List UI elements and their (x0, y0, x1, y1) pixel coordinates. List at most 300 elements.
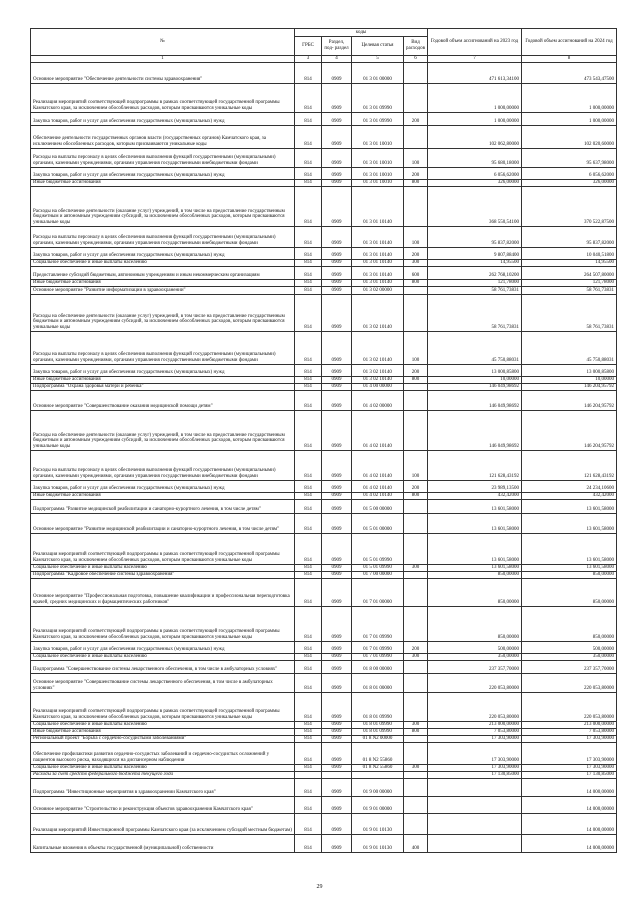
header-section: Раздел, под- раздел (322, 37, 352, 56)
section-cell: 0909 (322, 83, 352, 112)
exptype-cell (404, 742, 428, 764)
section-cell: 0909 (322, 499, 352, 513)
section-cell: 0909 (322, 796, 352, 813)
target-cell: 01 8 N2 55860 (352, 764, 404, 771)
amount-2024-cell: 13 601,58000 (522, 564, 617, 571)
amount-2023-cell: 9 807,88400 (428, 247, 522, 259)
table-row (31, 834, 617, 852)
exptype-cell (404, 771, 428, 778)
grbs-cell: 814 (295, 492, 322, 499)
section-cell: 0909 (322, 410, 352, 450)
table-row (31, 226, 617, 247)
amount-2024-cell: 13 601,58000 (522, 533, 617, 564)
amount-2023-cell: 326,00000 (428, 179, 522, 186)
amount-2023-cell (428, 796, 522, 813)
table-row (31, 247, 617, 259)
grbs-cell: 814 (295, 364, 322, 376)
amount-2024-cell: 17 303,90000 (522, 742, 617, 764)
grbs-cell: 814 (295, 641, 322, 653)
amount-2024-cell: 17 303,90000 (522, 735, 617, 742)
amount-2023-cell: 58 761,73831 (428, 294, 522, 331)
table-row (31, 778, 617, 796)
page-number: 29 (316, 884, 323, 890)
amount-2024-cell: 6 056,62000 (522, 167, 617, 179)
grbs-cell: 814 (295, 294, 322, 331)
amount-2024-cell: 1 000,00000 (522, 83, 617, 112)
amount-2024-cell: 14 000,00000 (522, 796, 617, 813)
section-cell: 0909 (322, 764, 352, 771)
table-row (31, 653, 617, 660)
target-cell: 01 3 01 10140 (352, 226, 404, 247)
grbs-cell: 814 (295, 728, 322, 735)
name: Основное мероприятие "Профессиональная подготовка, повышение квалификации и профессиональная переподготовка врачей, средних медицинских и фармацевтических работников" (31, 578, 295, 606)
section-cell: 0909 (322, 692, 352, 721)
name: Закупка товаров, работ и услуг для обеспечения государственных (муниципальных) нужд (31, 641, 295, 653)
section-cell: 0909 (322, 226, 352, 247)
section-cell: 0909 (322, 266, 352, 279)
header-grbs: ГРБС (295, 37, 322, 56)
target-cell: 01 8 01 00000 (352, 673, 404, 692)
amount-2024-cell: 14 000,00000 (522, 813, 617, 834)
grbs-cell: 814 (295, 266, 322, 279)
grbs-cell: 814 (295, 83, 322, 112)
target-cell (352, 771, 404, 778)
table-row (31, 742, 617, 764)
target-cell: 01 4 02 00000 (352, 390, 404, 410)
amount-2023-cell: 220 053,80000 (428, 692, 522, 721)
exptype-cell: 100 (404, 331, 428, 364)
table-row (31, 578, 617, 606)
table-row (31, 383, 617, 390)
grbs-cell: 814 (295, 735, 322, 742)
name: Расходы на выплаты персоналу в целях обеспечения выполнения функций государственными (муниципальными) органами, казенными учреждениями, органами управления государственными внебюджетными фондами (31, 331, 295, 364)
table-row (31, 259, 617, 266)
amount-2023-cell: 17 303,90000 (428, 764, 522, 771)
target-cell: 01 3 01 10140 (352, 186, 404, 226)
amount-2023-cell: 6 056,62000 (428, 167, 522, 179)
section-cell: 0909 (322, 728, 352, 735)
amount-2023-cell: 13 601,58000 (428, 564, 522, 571)
exptype-cell: 300 (404, 653, 428, 660)
amount-2024-cell: 473 543,47500 (522, 62, 617, 83)
name: Подпрограмма "Кадровое обеспечение системы здравоохранения" (31, 571, 295, 578)
grbs-cell: 814 (295, 533, 322, 564)
name: Иные бюджетные ассигнования (31, 279, 295, 286)
budget-table-sheet (30, 28, 616, 853)
grbs-cell: 814 (295, 125, 322, 148)
exptype-cell: 300 (404, 564, 428, 571)
grbs-cell: 814 (295, 62, 322, 83)
amount-2023-cell: 23 989,13500 (428, 480, 522, 492)
name: Подпрограмма "Совершенствование системы лекарственного обеспечения, в том числе в амбулаторных условиях" (31, 660, 295, 673)
section-cell: 0909 (322, 179, 352, 186)
name: Основное мероприятие "Развитие медицинской реабилитации и санаторно-курортного лечения, в том числе детям" (31, 513, 295, 533)
exptype-cell (404, 286, 428, 294)
amount-2023-cell: 121 628,43192 (428, 450, 522, 480)
amount-2023-cell: 850,00000 (428, 571, 522, 578)
amount-2024-cell: 264 507,80000 (522, 266, 617, 279)
exptype-cell (404, 186, 428, 226)
section-cell: 0909 (322, 383, 352, 390)
table-row (31, 450, 617, 480)
amount-2024-cell: 14 000,00000 (522, 778, 617, 796)
grbs-cell: 814 (295, 148, 322, 167)
grbs-cell: 814 (295, 410, 322, 450)
name: Расходы на выплаты персоналу в целях обеспечения выполнения функций государственными (муниципальными) органами, казенными учреждениями, органами управления государственными внебюджетными фондами (31, 226, 295, 247)
exptype-cell (404, 125, 428, 148)
grbs-cell: 814 (295, 279, 322, 286)
section-cell: 0909 (322, 279, 352, 286)
amount-2023-cell: 7 053,80000 (428, 728, 522, 735)
name: Основное мероприятие "Строительство и реконструкция объектов здравоохранения Камчатского края" (31, 796, 295, 813)
amount-2023-cell (428, 778, 522, 796)
table-row (31, 721, 617, 728)
section-cell: 0909 (322, 660, 352, 673)
amount-2023-cell: 432,42000 (428, 492, 522, 499)
table-row (31, 735, 617, 742)
exptype-cell: 400 (404, 834, 428, 852)
amount-2023-cell: 45 750,88031 (428, 331, 522, 364)
target-cell: 01 9 01 10130 (352, 834, 404, 852)
amount-2024-cell: 146 204,95792 (522, 383, 617, 390)
exptype-cell (404, 660, 428, 673)
table-row (31, 179, 617, 186)
section-cell: 0909 (322, 62, 352, 83)
name: Социальное обеспечение и иные выплаты населению (31, 653, 295, 660)
table-row (31, 112, 617, 125)
amount-2023-cell: 850,00000 (428, 606, 522, 641)
table-row (31, 167, 617, 179)
table-row (31, 513, 617, 533)
table-row (31, 279, 617, 286)
amount-2023-cell: 471 613,34100 (428, 62, 522, 83)
grbs-cell: 814 (295, 112, 322, 125)
exptype-cell: 600 (404, 266, 428, 279)
amount-2023-cell: 14,95500 (428, 259, 522, 266)
grbs-cell: 814 (295, 167, 322, 179)
table-row (31, 728, 617, 735)
name: Капитальные вложения в объекты государственной (муниципальной) собственности (31, 834, 295, 852)
grbs-cell: 814 (295, 796, 322, 813)
target-cell: 01 3 01 09990 (352, 112, 404, 125)
amount-2024-cell: 58 761,73831 (522, 286, 617, 294)
name: Предоставление субсидий бюджетным, автономным учреждениям и иным некоммерческим организациям (31, 266, 295, 279)
name: Закупка товаров, работ и услуг для обеспечения государственных (муниципальных) нужд (31, 112, 295, 125)
section-cell: 0909 (322, 390, 352, 410)
amount-2024-cell: 102 020,60000 (522, 125, 617, 148)
section-cell: 0909 (322, 480, 352, 492)
name: Основное мероприятие "Обеспечение деятельности системы здравоохранения" (31, 62, 295, 83)
table-row (31, 331, 617, 364)
exptype-cell (404, 778, 428, 796)
amount-2023-cell: 262 768,10200 (428, 266, 522, 279)
table-row (31, 673, 617, 692)
target-cell: 01 7 01 09990 (352, 606, 404, 641)
table-row (31, 390, 617, 410)
amount-2024-cell: 17 303,90000 (522, 764, 617, 771)
table-row (31, 533, 617, 564)
amount-2024-cell: 146 204,95792 (522, 410, 617, 450)
amount-2023-cell: 1 000,00000 (428, 83, 522, 112)
section-cell: 0909 (322, 571, 352, 578)
name: Реализация мероприятий соответствующей подпрограммы в рамках соответствующей государственной программы Камчатского края, за исключением обособленных расходов, которым присваиваются уникальные коды (31, 692, 295, 721)
amount-2023-cell: 95 680,18000 (428, 148, 522, 167)
table-row (31, 764, 617, 771)
target-cell: 01 3 02 10140 (352, 364, 404, 376)
section-cell: 0909 (322, 513, 352, 533)
exptype-cell: 200 (404, 480, 428, 492)
target-cell: 01 3 01 10140 (352, 266, 404, 279)
grbs-cell: 814 (295, 578, 322, 606)
target-cell: 01 8 00 00000 (352, 660, 404, 673)
target-cell: 01 3 02 10140 (352, 376, 404, 383)
target-cell: 01 8 01 09990 (352, 692, 404, 721)
exptype-cell: 800 (404, 492, 428, 499)
name: Реализация мероприятий соответствующей подпрограммы в рамках соответствующей государственной программы Камчатского края, за исключением обособленных расходов, которым присваиваются уникальные коды (31, 83, 295, 112)
table-row (31, 660, 617, 673)
amount-2024-cell: 13 601,58000 (522, 499, 617, 513)
table-row (31, 571, 617, 578)
name: Социальное обеспечение и иные выплаты населению (31, 564, 295, 571)
exptype-cell (404, 578, 428, 606)
exptype-cell: 200 (404, 112, 428, 125)
amount-2024-cell: 24 234,10600 (522, 480, 617, 492)
colnum-1: 1 (31, 56, 295, 63)
section-cell: 0909 (322, 294, 352, 331)
name: Закупка товаров, работ и услуг для обеспечения государственных (муниципальных) нужд (31, 167, 295, 179)
amount-2024-cell: 45 750,88031 (522, 331, 617, 364)
colnum-7: 7 (428, 56, 522, 63)
section-cell: 0909 (322, 564, 352, 571)
target-cell: 01 8 01 09990 (352, 728, 404, 735)
table-row (31, 186, 617, 226)
exptype-cell (404, 499, 428, 513)
name: Реализация мероприятий соответствующей подпрограммы в рамках соответствующей государственной программы Камчатского края, за исключением обособленных расходов, которым присваиваются уникальные коды (31, 606, 295, 641)
name: Закупка товаров, работ и услуг для обеспечения государственных (муниципальных) нужд (31, 480, 295, 492)
grbs-cell: 814 (295, 376, 322, 383)
section-cell: 0909 (322, 376, 352, 383)
exptype-cell (404, 735, 428, 742)
exptype-cell: 100 (404, 450, 428, 480)
colnum-6: 6 (404, 56, 428, 63)
exptype-cell (404, 692, 428, 721)
name: Социальное обеспечение и иные выплаты населению (31, 721, 295, 728)
target-cell: 01 4 00 00000 (352, 383, 404, 390)
header-2023: Годовой объем ассигнований на 2023 год (428, 29, 522, 56)
amount-2023-cell: 10,00000 (428, 376, 522, 383)
amount-2023-cell: 146 049,98692 (428, 383, 522, 390)
exptype-cell (404, 62, 428, 83)
section-cell: 0909 (322, 492, 352, 499)
table-row (31, 376, 617, 383)
amount-2023-cell: 58 761,73831 (428, 286, 522, 294)
table-row (31, 148, 617, 167)
amount-2023-cell: 237 357,70000 (428, 660, 522, 673)
budget-table (30, 28, 617, 853)
table-row (31, 480, 617, 492)
amount-2023-cell: 95 837,82000 (428, 226, 522, 247)
target-cell: 01 7 00 00000 (352, 571, 404, 578)
amount-2024-cell: 850,00000 (522, 606, 617, 641)
amount-2024-cell: 58 761,73831 (522, 294, 617, 331)
target-cell: 01 7 01 09990 (352, 653, 404, 660)
exptype-cell (404, 813, 428, 834)
section-cell: 0909 (322, 834, 352, 852)
amount-2024-cell: 10 040,51800 (522, 247, 617, 259)
exptype-cell: 800 (404, 376, 428, 383)
grbs-cell: 814 (295, 480, 322, 492)
header-num: № (31, 29, 295, 56)
amount-2023-cell: 13 601,58000 (428, 513, 522, 533)
grbs-cell: 814 (295, 286, 322, 294)
target-cell: 01 9 01 00000 (352, 796, 404, 813)
target-cell: 01 9 00 00000 (352, 778, 404, 796)
amount-2023-cell: 102 062,80000 (428, 125, 522, 148)
amount-2024-cell: 10,00000 (522, 376, 617, 383)
section-cell: 0909 (322, 259, 352, 266)
grbs-cell: 814 (295, 692, 322, 721)
header-exptype: Вид расходов (404, 37, 428, 56)
name: Иные бюджетные ассигнования (31, 376, 295, 383)
name: Иные бюджетные ассигнования (31, 179, 295, 186)
amount-2023-cell: 13 601,58000 (428, 533, 522, 564)
amount-2024-cell: 146 204,95792 (522, 390, 617, 410)
target-cell: 01 5 01 09990 (352, 533, 404, 564)
exptype-cell: 200 (404, 641, 428, 653)
target-cell: 01 3 01 10140 (352, 259, 404, 266)
amount-2023-cell: 220 053,80000 (428, 673, 522, 692)
table-row (31, 83, 617, 112)
target-cell: 01 3 02 10140 (352, 331, 404, 364)
amount-2024-cell: 13 000,85800 (522, 364, 617, 376)
table-row (31, 641, 617, 653)
amount-2023-cell: 368 550,54100 (428, 186, 522, 226)
section-cell: 0909 (322, 653, 352, 660)
grbs-cell: 814 (295, 778, 322, 796)
target-cell: 01 8 01 09990 (352, 721, 404, 728)
amount-2024-cell: 14 000,00000 (522, 834, 617, 852)
amount-2024-cell: 237 357,70000 (522, 660, 617, 673)
table-row (31, 492, 617, 499)
amount-2024-cell: 432,42000 (522, 492, 617, 499)
name: Иные бюджетные ассигнования (31, 728, 295, 735)
amount-2024-cell: 213 000,00000 (522, 721, 617, 728)
colnum-3: 3 (295, 56, 322, 63)
amount-2023-cell: 350,00000 (428, 653, 522, 660)
section-cell: 0909 (322, 742, 352, 764)
grbs-cell: 814 (295, 813, 322, 834)
target-cell: 01 3 02 10140 (352, 294, 404, 331)
name: Социальное обеспечение и иные выплаты населению (31, 259, 295, 266)
header-codes: коды (295, 29, 428, 37)
section-cell: 0909 (322, 721, 352, 728)
target-cell: 01 3 01 10010 (352, 179, 404, 186)
grbs-cell: 814 (295, 259, 322, 266)
amount-2024-cell: 370 522,87500 (522, 186, 617, 226)
amount-2023-cell: 850,00000 (428, 578, 522, 606)
amount-2024-cell: 121,78000 (522, 279, 617, 286)
target-cell: 01 4 02 10140 (352, 480, 404, 492)
exptype-cell: 100 (404, 148, 428, 167)
table-row (31, 564, 617, 571)
header-target: Целевая статья (352, 37, 404, 56)
amount-2024-cell: 350,00000 (522, 653, 617, 660)
name: Расходы на выплаты персоналу в целях обеспечения выполнения функций государственными (муниципальными) органами, казенными учреждениями, органами управления государственными внебюджетными фондами (31, 148, 295, 167)
section-cell: 0909 (322, 578, 352, 606)
amount-2023-cell: 17 303,90000 (428, 742, 522, 764)
name: Основное мероприятие "Совершенствование системы лекарственного обеспечения, в том числе в амбулаторных условиях" (31, 673, 295, 692)
name: Подпрограмма "Развитие медицинской реабилитации и санаторно-курортного лечения, в том числе детям" (31, 499, 295, 513)
section-cell: 0909 (322, 450, 352, 480)
section-cell: 0909 (322, 813, 352, 834)
exptype-cell: 200 (404, 247, 428, 259)
target-cell: 01 3 01 00000 (352, 62, 404, 83)
amount-2024-cell: 220 053,80000 (522, 692, 617, 721)
grbs-cell: 814 (295, 390, 322, 410)
target-cell: 01 3 01 10140 (352, 247, 404, 259)
amount-2023-cell: 213 000,00000 (428, 721, 522, 728)
exptype-cell: 800 (404, 179, 428, 186)
name: Закупка товаров, работ и услуг для обеспечения государственных (муниципальных) нужд (31, 247, 295, 259)
grbs-cell: 814 (295, 742, 322, 764)
table-row (31, 606, 617, 641)
amount-2024-cell: 7 053,80000 (522, 728, 617, 735)
section-cell: 0909 (322, 247, 352, 259)
target-cell: 01 3 01 10010 (352, 167, 404, 179)
name: Подпрограмма "Инвестиционные мероприятия в здравоохранении Камчатского края" (31, 778, 295, 796)
colnum-5: 5 (352, 56, 404, 63)
name: Расходы на выплаты персоналу в целях обеспечения выполнения функций государственными (муниципальными) органами, казенными учреждениями, органами управления государственными внебюджетными фондами (31, 450, 295, 480)
exptype-cell (404, 606, 428, 641)
exptype-cell: 100 (404, 226, 428, 247)
exptype-cell: 300 (404, 764, 428, 771)
name: Закупка товаров, работ и услуг для обеспечения государственных (муниципальных) нужд (31, 364, 295, 376)
exptype-cell (404, 410, 428, 450)
name: Реализация мероприятий соответствующей подпрограммы в рамках соответствующей государственной программы Камчатского края, за исключением обособленных расходов, которым присваиваются уникальные коды (31, 533, 295, 564)
amount-2023-cell: 1 000,00000 (428, 112, 522, 125)
exptype-cell (404, 390, 428, 410)
amount-2024-cell: 500,00000 (522, 641, 617, 653)
grbs-cell: 814 (295, 673, 322, 692)
table-row (31, 286, 617, 294)
exptype-cell (404, 571, 428, 578)
grbs-cell: 814 (295, 606, 322, 641)
amount-2024-cell: 850,00000 (522, 578, 617, 606)
table-row (31, 813, 617, 834)
section-cell: 0909 (322, 331, 352, 364)
amount-2023-cell: 13 000,85800 (428, 364, 522, 376)
grbs-cell: 814 (295, 721, 322, 728)
column-number-row (31, 56, 617, 63)
table-row (31, 62, 617, 83)
grbs-cell: 814 (295, 186, 322, 226)
section-cell: 0909 (322, 186, 352, 226)
exptype-cell (404, 533, 428, 564)
section-cell: 0909 (322, 673, 352, 692)
grbs-cell: 814 (295, 513, 322, 533)
exptype-cell (404, 796, 428, 813)
grbs-cell (295, 771, 322, 778)
target-cell: 01 3 01 10140 (352, 279, 404, 286)
grbs-cell: 814 (295, 834, 322, 852)
section-cell: 0909 (322, 286, 352, 294)
amount-2023-cell: 121,78000 (428, 279, 522, 286)
exptype-cell (404, 673, 428, 692)
table-row (31, 410, 617, 450)
target-cell: 01 5 00 00000 (352, 499, 404, 513)
section-cell: 0909 (322, 778, 352, 796)
target-cell: 01 3 01 09990 (352, 83, 404, 112)
